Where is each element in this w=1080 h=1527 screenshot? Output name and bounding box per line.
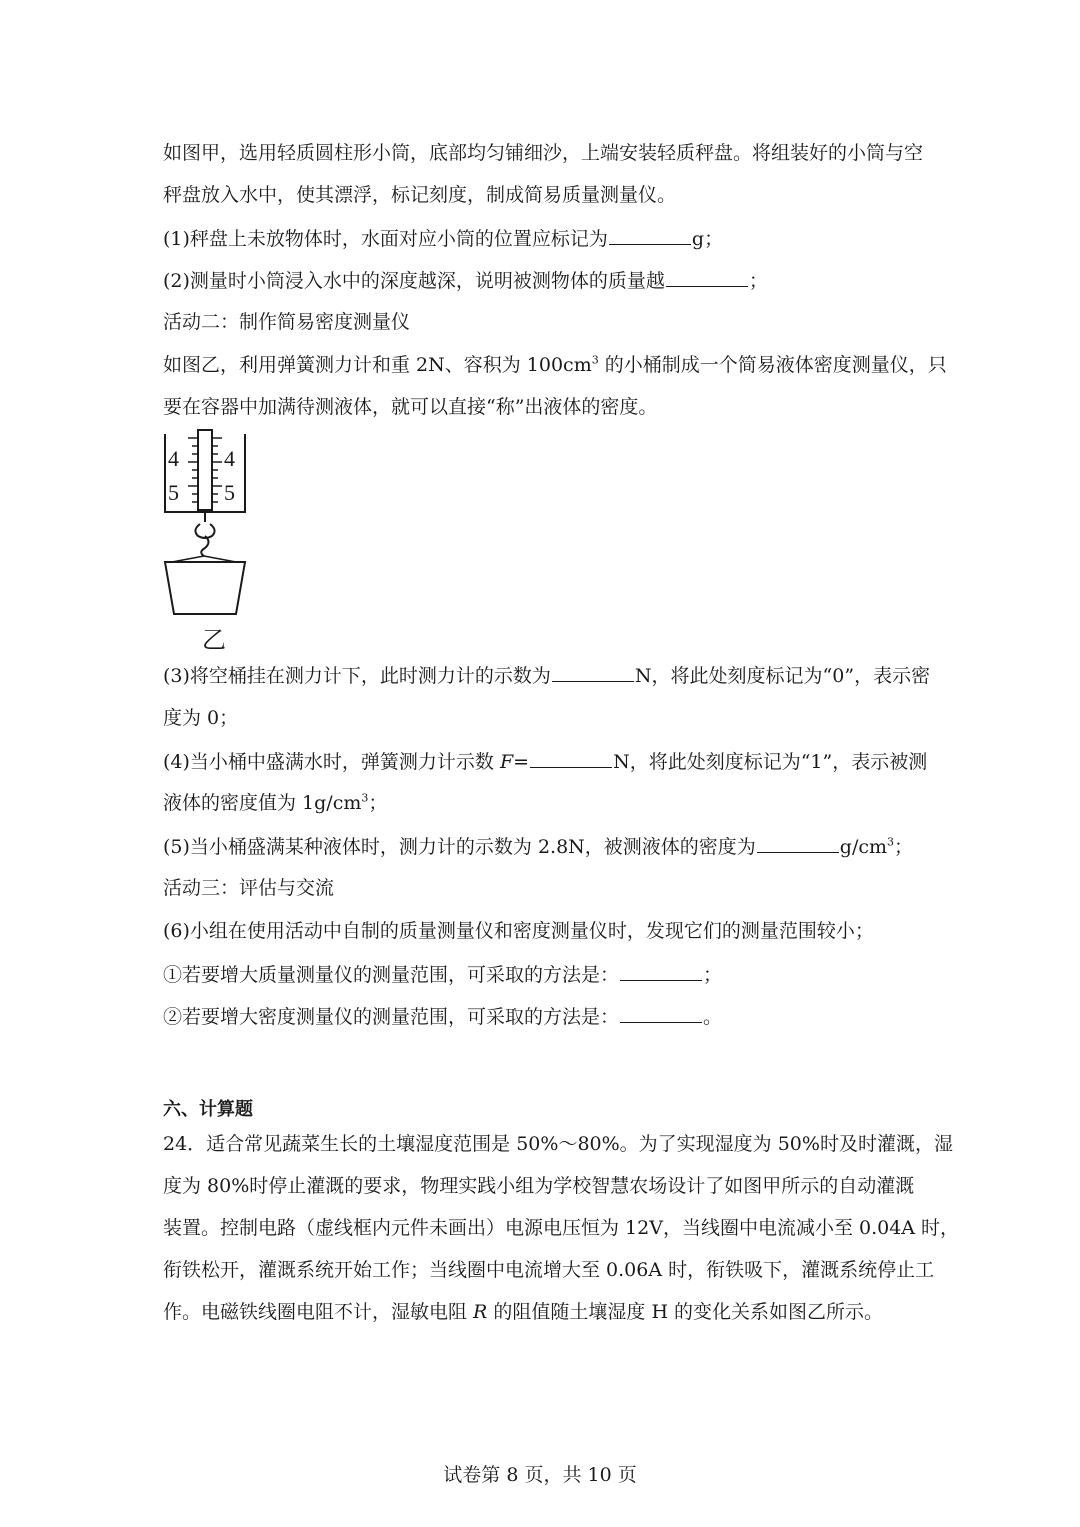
question-24-line-2: 度为 80%时停止灌溉的要求，物理实践小组为学校智慧农场设计了如图甲所示的自动灌溉 — [163, 1175, 915, 1197]
question-3 — [163, 661, 940, 690]
question-4-sup: 3 — [361, 791, 369, 805]
activity-3-title: 活动三：评估与交流 — [163, 877, 335, 899]
question-1-text: (1)秤盘上未放物体时，水面对应小筒的位置应标记为 — [163, 228, 608, 250]
question-2-text: (2)测量时小筒浸入水中的深度越深，说明被测物体的质量越 — [163, 270, 665, 292]
activity-2-line-1-b: 的小桶制成一个简易液体密度测量仪，只 — [598, 354, 947, 376]
question-24-line-5-a: 作。电磁铁线圈电阻不计，湿敏电阻 — [163, 1301, 474, 1323]
question-6-sub-1-end: ； — [703, 964, 723, 986]
scale-label-bottom-right: 5 — [224, 480, 235, 505]
question-1-unit: g； — [691, 228, 724, 250]
question-6-sub-1-text: ①若要增大质量测量仪的测量范围，可采取的方法是： — [163, 964, 620, 986]
question-2-blank — [666, 266, 748, 287]
scale-ring — [195, 524, 214, 538]
question-3-line-2: 度为 0； — [163, 707, 239, 729]
spring-scale-figure — [160, 428, 260, 658]
question-24-line-1: 24．适合常见蔬菜生长的土壤湿度范围是 50%～80%。为了实现湿度为 50%时及时灌溉，湿 — [163, 1133, 953, 1155]
question-5-sup: 3 — [887, 835, 895, 849]
question-6-sub-2-end: 。 — [703, 1006, 723, 1028]
question-24-line-4: 衔铁松开，灌溉系统开始工作；当线圈中电流增大至 0.06A 时，衔铁吸下，灌溉系统停止工 — [163, 1259, 935, 1281]
question-4-var: F — [499, 751, 514, 773]
question-5-text: (5)当小桶盛满某种液体时，测力计的示数为 2.8N，被测液体的密度为 — [163, 836, 756, 858]
question-4-suffix: N，将此处刻度标记为“1”，表示被测 — [613, 751, 928, 773]
question-3-text: (3)将空桶挂在测力计下，此时测力计的示数为 — [163, 665, 551, 687]
question-4-line-2 — [163, 789, 940, 817]
page-footer: 试卷第 8 页，共 10 页 — [443, 1464, 637, 1486]
scale-label-top-left: 4 — [168, 446, 179, 471]
question-5 — [163, 832, 940, 861]
scale-label-bottom-left: 5 — [168, 480, 179, 505]
scale-label-top-right: 4 — [224, 446, 235, 471]
activity-2-title: 活动二：制作简易密度测量仪 — [163, 311, 411, 333]
question-6-sub-2-text: ②若要增大密度测量仪的测量范围，可采取的方法是： — [163, 1006, 620, 1028]
question-2 — [163, 266, 940, 295]
activity-2-line-1 — [163, 351, 947, 379]
question-5-end: ； — [894, 836, 914, 858]
question-3-suffix: N，将此处刻度标记为“0”，表示密 — [634, 665, 931, 687]
question-24-line-5 — [163, 1298, 940, 1326]
question-2-end: ； — [748, 270, 768, 292]
activity-2-line-2: 要在容器中加满待测液体，就可以直接“称”出液体的密度。 — [163, 396, 658, 418]
question-1-blank — [609, 224, 691, 245]
bucket — [165, 562, 245, 614]
scale-tube — [198, 430, 212, 510]
scale-ticks-right — [212, 438, 222, 502]
question-5-blank — [757, 832, 839, 853]
question-4-line-2-a: 液体的密度值为 1g/cm — [163, 792, 362, 814]
question-5-unit: g/cm — [839, 836, 888, 858]
question-6-sub-1-blank — [620, 960, 702, 981]
question-6-sub-2-blank — [620, 1002, 702, 1023]
question-6-sub-2 — [163, 1002, 940, 1031]
intro-line-1: 如图甲，选用轻质圆柱形小筒，底部均匀铺细沙，上端安装轻质秤盘。将组装好的小筒与空 — [163, 142, 924, 164]
question-4-line-2-b: ； — [368, 792, 388, 814]
question-24-line-3: 装置。控制电路（虚线框内元件未画出）电源电压恒为 12V，当线圈中电流减小至 0.04A 时， — [163, 1217, 960, 1239]
section-6-title: 六、计算题 — [163, 1099, 253, 1120]
question-24-line-5-b: 的阻值随土壤湿度 H 的变化关系如图乙所示。 — [487, 1301, 884, 1323]
question-6: (6)小组在使用活动中自制的质量测量仪和密度测量仪时，发现它们的测量范围较小； — [163, 920, 874, 942]
question-6-sub-1 — [163, 960, 940, 989]
activity-2-sup: 3 — [591, 353, 599, 367]
question-4 — [163, 747, 940, 776]
intro-line-2: 秤盘放入水中，使其漂浮，标记刻度，制成简易质量测量仪。 — [163, 184, 677, 206]
question-24-var: R — [473, 1301, 488, 1323]
question-1 — [163, 224, 940, 253]
question-3-blank — [552, 661, 634, 682]
question-4-text: (4)当小桶中盛满水时，弹簧测力计示数 — [163, 751, 500, 773]
activity-2-line-1-a: 如图乙，利用弹簧测力计和重 2N、容积为 100cm — [163, 354, 592, 376]
scale-ticks-left — [188, 438, 198, 502]
question-4-blank — [530, 747, 612, 768]
figure-caption: 乙 — [202, 626, 226, 654]
question-4-eq: = — [513, 751, 530, 773]
